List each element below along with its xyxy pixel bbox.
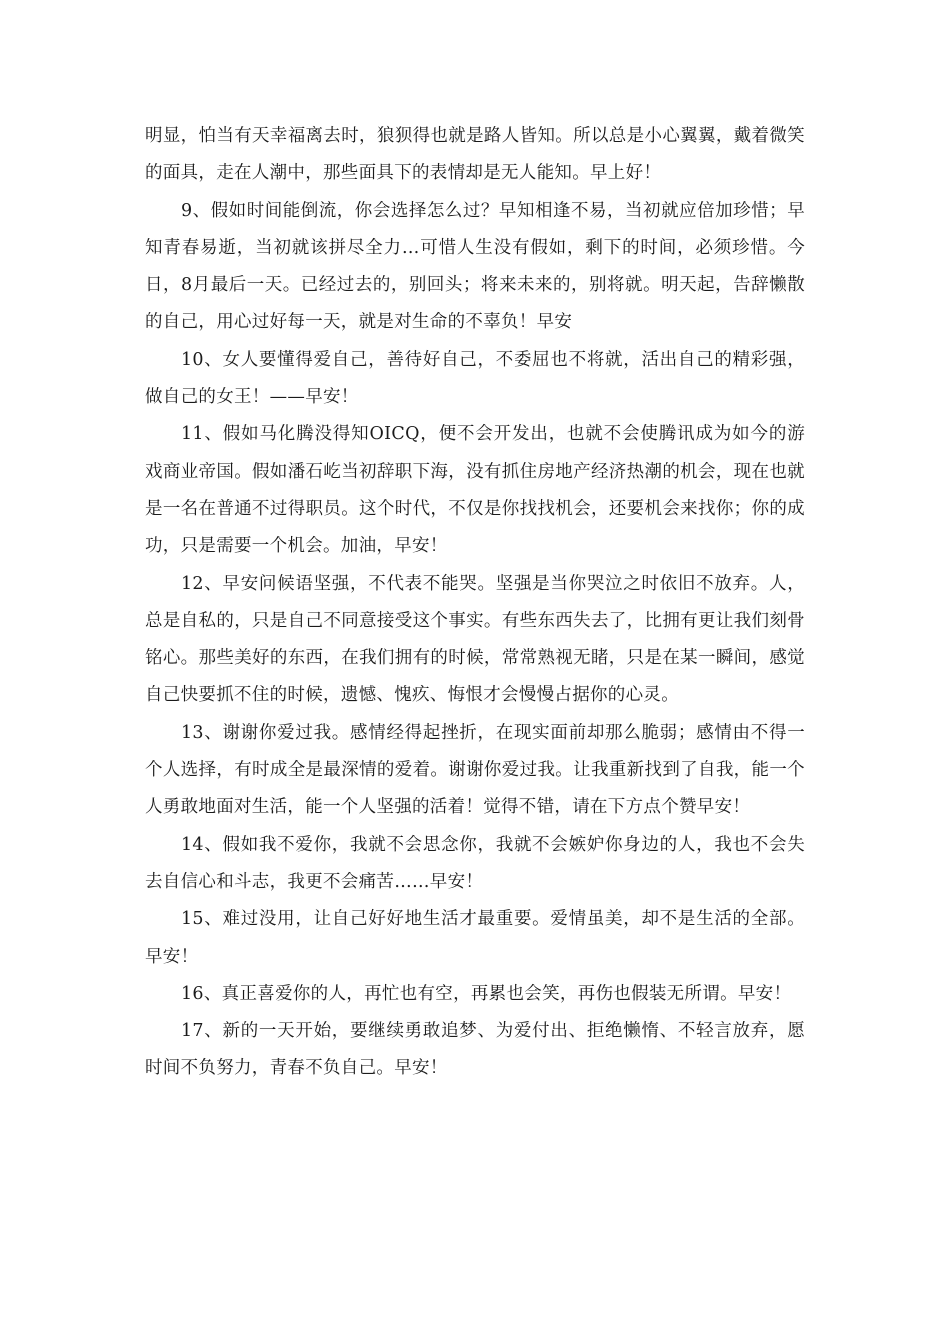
paragraph-item-15: 15、难过没用，让自己好好地生活才最重要。爱情虽美，却不是生活的全部。早安！ bbox=[145, 909, 805, 967]
document-body bbox=[145, 118, 805, 1088]
paragraph-item-11: 11、假如马化腾没得知OICQ，便不会开发出，也就不会使腾讯成为如今的游戏商业帝国。假如潘石屹当初辞职下海，没有抓住房地产经济热潮的机会，现在也就是一名在普通不过得职员。这个时代，不仅是你找找机会，还要机会来找你；你的成功，只是需要一个机会。加油，早安！ bbox=[145, 424, 805, 557]
paragraph-item-9: 9、假如时间能倒流，你会选择怎么过？早知相逢不易，当初就应倍加珍惜；早知青春易逝，当初就该拼尽全力…可惜人生没有假如，剩下的时间，必须珍惜。今日，8月最后一天。已经过去的，别回头；将来未来的，别将就。明天起，告辞懒散的自己，用心过好每一天，就是对生命的不辜负！早安 bbox=[145, 200, 805, 333]
paragraph-item-13: 13、谢谢你爱过我。感情经得起挫折，在现实面前却那么脆弱；感情由不得一个人选择，有时成全是最深情的爱着。谢谢你爱过我。让我重新找到了自我，能一个人勇敢地面对生活，能一个人坚强的活着！觉得不错，请在下方点个赞早安！ bbox=[145, 722, 805, 818]
paragraph-item-12: 12、早安问候语坚强，不代表不能哭。坚强是当你哭泣之时依旧不放弃。人，总是自私的，只是自己不同意接受这个事实。有些东西失去了，比拥有更让我们刻骨铭心。那些美好的东西，在我们拥有的时候，常常熟视无睹，只是在某一瞬间，感觉自己快要抓不住的时候，遗憾、愧疚、悔恨才会慢慢占据你的心灵。 bbox=[145, 573, 805, 706]
paragraph-item-10: 10、女人要懂得爱自己，善待好自己，不委屈也不将就，活出自己的精彩强，做自己的女王！——早安！ bbox=[145, 349, 805, 408]
paragraph-item-17: 17、新的一天开始，要继续勇敢追梦、为爱付出、拒绝懒惰、不轻言放弃，愿时间不负努力，青春不负自己。早安！ bbox=[145, 1021, 805, 1079]
paragraph-continuation: 明显，怕当有天幸福离去时，狼狈得也就是路人皆知。所以总是小心翼翼，戴着微笑的面具，走在人潮中，那些面具下的表情却是无人能知。早上好！ bbox=[145, 126, 805, 184]
paragraph-item-16: 16、真正喜爱你的人，再忙也有空，再累也会笑，再伤也假装无所谓。早安！ bbox=[181, 983, 792, 1004]
paragraph-item-14: 14、假如我不爱你，我就不会思念你，我就不会嫉妒你身边的人，我也不会失去自信心和斗志，我更不会痛苦……早安！ bbox=[145, 834, 805, 892]
